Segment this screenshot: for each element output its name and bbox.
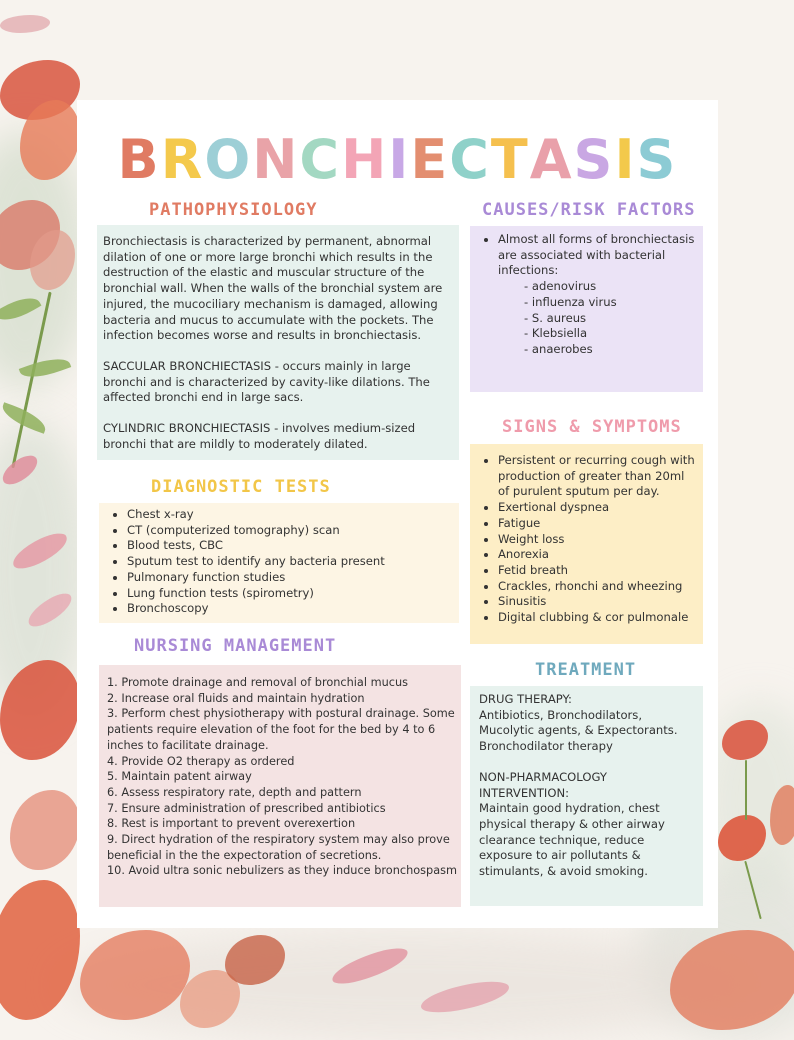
nursing-box <box>99 665 461 907</box>
title-letter: I <box>388 128 411 191</box>
saccular-paragraph: SACCULAR BRONCHIECTASIS - occurs mainly in large bronchi and is characterized by cavity-like dilations. The affected bronchi end in large sacs. <box>103 358 430 405</box>
list-item: 5. Maintain patent airway <box>107 770 252 784</box>
list-item: • Lung function tests (spirometry) <box>127 586 455 602</box>
causes-heading: CAUSES/RISK FACTORS <box>482 200 696 220</box>
list-item: • Digital clubbing & cor pulmonale <box>498 610 699 626</box>
list-item: - Klebsiella <box>524 326 697 342</box>
list-item: - anaerobes <box>524 342 697 358</box>
title-letter: I <box>614 128 637 191</box>
diagnostic-box <box>99 503 459 623</box>
drug-therapy-label: DRUG THERAPY: <box>479 692 572 706</box>
signs-box <box>470 444 703 644</box>
title-letter: A <box>529 128 574 191</box>
treatment-box <box>470 686 703 906</box>
list-item: • Anorexia <box>498 547 699 563</box>
title-letter: E <box>410 128 450 191</box>
infographic-sheet <box>77 100 718 928</box>
pathophysiology-paragraph: Bronchiectasis is characterized by permanent, abnormal dilation of one or more large bronchi which results in the destruction of the elastic and muscular structure of the bronchial wall. When the walls of the bronchial system are injured, the mucociliary mechanism is damaged, allowing bacteria and mucus to accumulate with the pockets. The infection becomes worse and results in bronchiectasis. <box>103 234 443 343</box>
list-item: 9. Direct hydration of the respiratory system may also prove beneficial in the the expectoration of secretions. <box>107 833 450 862</box>
list-item: 10. Avoid ultra sonic nebulizers as they induce bronchospasm <box>107 864 458 878</box>
title-letter: T <box>490 128 530 191</box>
title-letter: C <box>449 128 491 191</box>
page-title <box>77 130 718 190</box>
list-item: • Persistent or recurring cough with production of greater than 20ml of purulent sputum per day. <box>498 453 699 500</box>
causes-box <box>470 226 703 392</box>
title-letter: S <box>636 128 678 191</box>
list-item: 2. Increase oral fluids and maintain hydration <box>107 691 365 705</box>
cylindric-paragraph: CYLINDRIC BRONCHIECTASIS - involves medium-sized bronchi that are mildly to moderately dilated. <box>103 421 416 451</box>
list-item: • Exertional dyspnea <box>498 500 699 516</box>
list-item: - S. aureus <box>524 311 697 327</box>
nonpharm-label: NON-PHARMACOLOGY INTERVENTION: <box>479 769 607 800</box>
title-letter: N <box>252 128 300 191</box>
list-item: • Pulmonary function studies <box>127 570 455 586</box>
list-item: • Blood tests, CBC <box>127 538 455 554</box>
nursing-heading: NURSING MANAGEMENT <box>134 636 337 656</box>
list-item: • Fatigue <box>498 516 699 532</box>
diagnostic-heading: DIAGNOSTIC TESTS <box>151 477 331 497</box>
list-item: 4. Provide O2 therapy as ordered <box>107 754 295 768</box>
list-item: • Fetid breath <box>498 563 699 579</box>
pathophysiology-heading: PATHOPHYSIOLOGY <box>149 200 318 220</box>
nonpharm-text: Maintain good hydration, chest physical therapy & other airway clearance technique, reduce exposure to air pollutants & stimulants, & avoid smoking. <box>479 801 665 879</box>
treatment-heading: TREATMENT <box>535 660 637 680</box>
title-letter: R <box>160 128 205 191</box>
list-item: 7. Ensure administration of prescribed antibiotics <box>107 801 386 815</box>
list-item: • Sinusitis <box>498 594 699 610</box>
title-letter: S <box>573 128 615 191</box>
title-letter: C <box>299 128 342 191</box>
drug-therapy-text: Antibiotics, Bronchodilators, Mucolytic agents, & Expectorants. Bronchodilator therapy <box>479 707 678 754</box>
list-item: • Sputum test to identify any bacteria present <box>127 554 455 570</box>
list-item: • CT (computerized tomography) scan <box>127 523 455 539</box>
signs-heading: SIGNS & SYMPTOMS <box>502 417 682 437</box>
list-item: 3. Perform chest physiotherapy with postural drainage. Some patients require elevation of the foot for the bed by 4 to 6 inches to facilitate drainage. <box>107 707 455 752</box>
list-item: 1. Promote drainage and removal of bronchial mucus <box>107 676 408 689</box>
list-item: • Bronchoscopy <box>127 601 455 617</box>
list-item: • Crackles, rhonchi and wheezing <box>498 579 699 595</box>
list-item: 8. Rest is important to prevent overexertion <box>107 817 356 831</box>
list-item: 6. Assess respiratory rate, depth and pattern <box>107 785 362 799</box>
list-item: • Weight loss <box>498 532 699 548</box>
title-letter: H <box>341 128 389 191</box>
list-item: - influenza virus <box>524 295 697 311</box>
title-letter: O <box>204 128 253 191</box>
list-item: - adenovirus <box>524 279 697 295</box>
list-item: • Chest x-ray <box>127 507 455 523</box>
causes-intro: • Almost all forms of bronchiectasis are associated with bacterial infections: <box>498 232 697 279</box>
pathophysiology-box <box>97 225 459 460</box>
title-letter: B <box>117 128 161 191</box>
